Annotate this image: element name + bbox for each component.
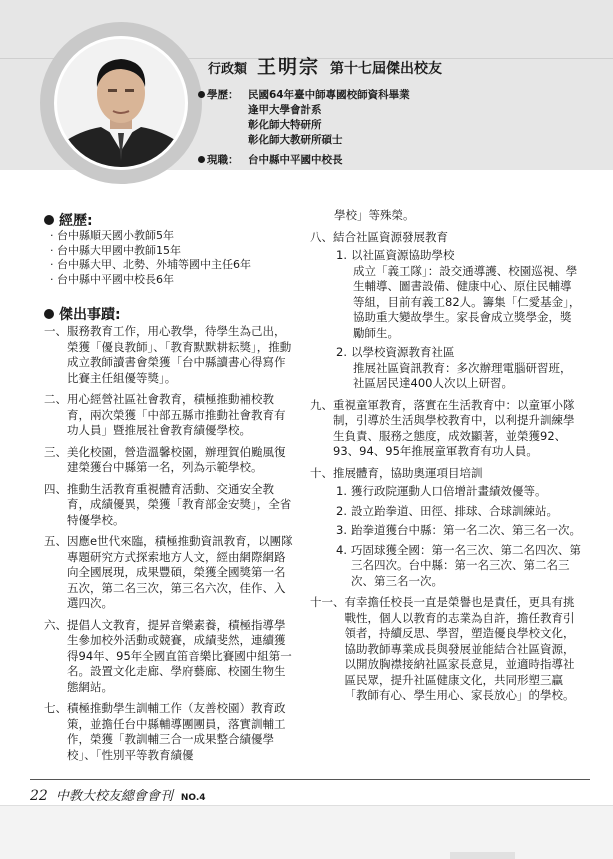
experience-item: · 台中縣大甲國中教師15年 — [50, 244, 300, 259]
experience-item: · 台中縣中平國中校長6年 — [50, 273, 300, 288]
experience-item: · 台中縣順天國小教師5年 — [50, 229, 300, 244]
achievement-item: 三、 美化校園，營造溫馨校園，辦理賀伯颱風復建榮獲台中縣第一名，列為示範學校。 — [44, 444, 286, 474]
achievement-item: 一、 服務教育工作，用心教學，待學生為己出，榮獲「優良教師」、「教育默默耕耘獎」，推動成立教師讀書會榮獲「台中縣讀書心得寫作比賽主任組優等獎」。 — [44, 324, 292, 385]
achievements-heading: 傑出事蹟: — [44, 304, 121, 324]
category-label: 行政類 — [208, 62, 248, 77]
education-entry: 逢甲大學會計系 — [248, 104, 322, 116]
page-bottom-margin — [0, 805, 613, 859]
education-entry: 彰化師大特研所 — [248, 119, 322, 131]
achievement-item: 七、 積極推動學生訓輔工作（友善校園）教育政策，並擔任台中縣輔導團團員，落實訓輔工作，榮獲「教訓輔三合一成果整合績優學校」、「性別平等教育績優 — [44, 701, 286, 762]
achievement-item-continued: 學校」等殊榮。 — [334, 208, 415, 222]
achievement-item: 八、 結合社區資源發展教育 — [310, 229, 448, 244]
current-position: 台中縣中平國中校長 — [248, 154, 343, 166]
education-entry: 彰化師大教研所碩士 — [248, 134, 343, 146]
education-block — [198, 88, 410, 148]
achievement-item: 十一、 有幸擔任校長一直是榮譽也是責任，更具有挑戰性，個人以教育的志業為自許，擔任教育引領者，持續反思、學習，塑造優良學校文化，協助教師專業成長與發展並能結合社區資源，以開放胸襟接納社區家長意見，並適時指導社區民眾，提升社區健康文化，共同形塑三贏「教師有心、學生用心、家長放心」的學校。 — [310, 595, 575, 702]
bullet-icon — [44, 309, 54, 319]
bullet-icon — [198, 156, 205, 163]
portrait-photo — [57, 39, 185, 167]
education-label: 學歷： — [207, 89, 239, 101]
achievement-subitems — [310, 248, 582, 392]
title-block — [208, 52, 442, 79]
achievement-item: 二、 用心經營社區社會教育，積極推動補校教育，兩次榮獲「中部五縣市推動社會教育有功人員」暨推展社會教育績優學校。 — [44, 392, 286, 437]
achievement-item: 四、 推動生活教育重視體育活動、交通安全教育，成績優異，榮獲「教育部金安獎」，全省特優學校。 — [44, 481, 292, 527]
achievements-right-column — [310, 208, 582, 710]
current-label: 現職： — [207, 154, 239, 166]
award-title: 第十七屆傑出校友 — [330, 61, 443, 77]
bullet-icon — [44, 215, 54, 225]
bullet-icon — [198, 91, 205, 98]
education-entry: 民國64年臺中師專國校師資科畢業 — [248, 89, 410, 101]
achievement-subitem: 1. 獲行政院運動人口倍增計畫績效優等。 — [336, 484, 547, 498]
achievement-item: 六、 提倡人文教育，提昇音樂素養，積極指導學生參加校外活動或競賽，成績斐然，連續獲得94年、95年全國直笛音樂比賽國中組第一名。設置文化走廊、學府藝廊、校園生物生態網站。 — [44, 617, 292, 694]
publication-title: 中教大校友總會會刊 — [55, 789, 173, 804]
achievements-left-column — [44, 324, 296, 769]
experience-heading: 經歷: — [44, 210, 93, 230]
achievement-item: 十、 推展體育，協助奧運項目培訓 — [310, 465, 483, 480]
experience-item: · 台中縣大甲、北勢、外埔等國中主任6年 — [50, 258, 300, 273]
experience-list — [50, 229, 300, 287]
achievement-subitem: 2. 以學校資源教育社區 推展社區資訊教育：多次辦理電腦研習班，社區居民達400人次以上研習。 — [336, 345, 572, 390]
alumnus-name: 王明宗 — [257, 56, 321, 78]
issue-number: NO.4 — [180, 793, 206, 803]
page-edge-tab — [450, 852, 515, 859]
achievement-subitem: 1. 以社區資源協助學校 成立「義工隊」：設交通導護、校園巡視、學生輔導、圖書設備、健康中心、原住民輔導等組，目前有義工82人。籌集「仁愛基金」，協助重大變故學生。家長會成立獎學金，獎勵師生。 — [336, 248, 581, 340]
achievement-item: 九、 重視童軍教育，落實在生活教育中：以童軍小隊制，引導於生活與學校教育中，以利提升訓練學生負責、服務之態度，成效顯著，並榮獲92、93、94、95年推展童軍教育有功人員。 — [310, 397, 575, 458]
achievement-subitems — [310, 484, 582, 589]
achievement-subitem: 2. 設立跆拳道、田徑、排球、合球訓練站。 — [336, 503, 558, 518]
achievement-item: 五、 因應e世代來臨，積極推動資訊教育，以團隊專題研究方式探索地方人文，經由網際網路向全國展現，成果豐碩，榮獲全國獎第一名五次，第二名三次，第三名六次，佳作、入選四次。 — [44, 534, 293, 610]
current-position-block — [198, 153, 343, 168]
footer-rule — [30, 779, 590, 780]
page-footer — [30, 785, 206, 804]
achievement-subitem: 4. 巧固球獲全國：第一名三次、第二名四次、第三名四次。台中縣：第一名三次、第二名三次、第三名一次。 — [336, 542, 581, 588]
page-number: 22 — [30, 788, 48, 804]
achievement-subitem: 3. 跆拳道獲台中縣：第一名二次、第三名一次。 — [336, 523, 581, 537]
